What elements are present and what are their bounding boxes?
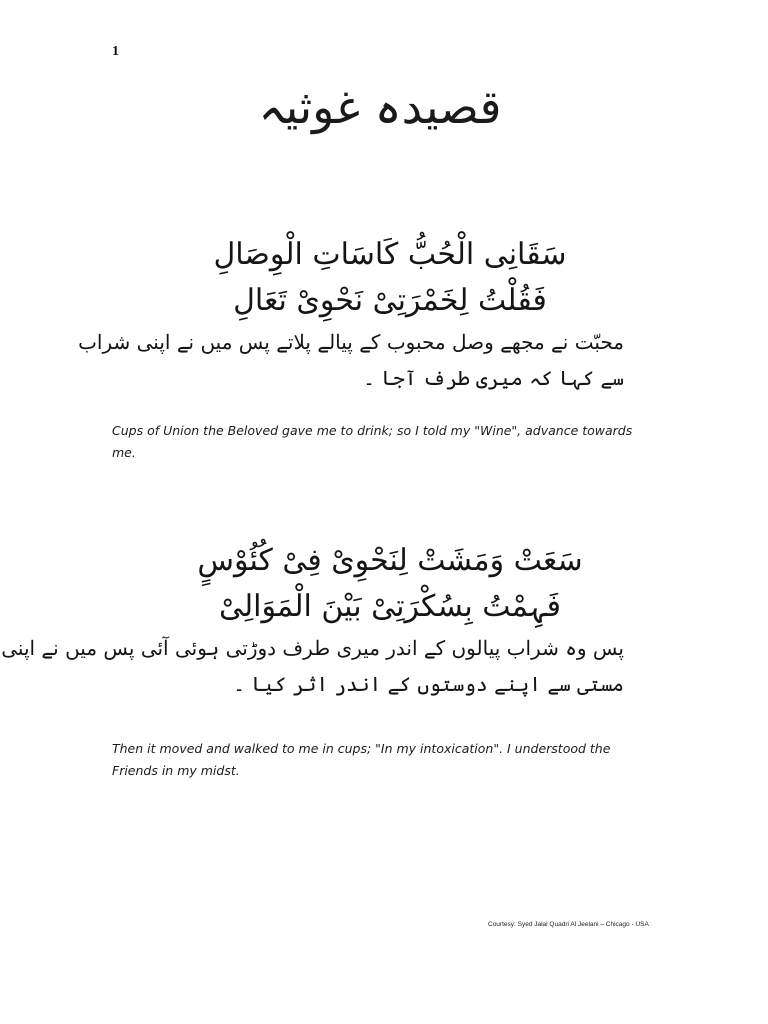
verse-2-arabic-line-2: فَہِمْتُ بِسُکْرَتِیْ بَیْنَ الْمَوَالِیْ bbox=[219, 589, 561, 624]
verse-1-arabic-line-2: فَقُلْتُ لِخَمْرَتِیْ نَحْوِیْ تَعَالِ bbox=[233, 283, 547, 318]
page-number: 1 bbox=[112, 44, 119, 59]
verse-2-scan bbox=[1, 538, 630, 702]
verse-2-translation: Then it moved and walked to me in cups; "In my intoxication". I understood the Friends in my midst. bbox=[112, 741, 611, 778]
verse-1-translation: Cups of Union the Beloved gave me to drink; so I told my "Wine", advance towards me. bbox=[112, 423, 633, 460]
verse-1-scan bbox=[78, 232, 630, 396]
verse-2-arabic-line-1: سَعَتْ وَمَشَتْ لِنَحْوِیْ فِیْ کُئُوْسٍ bbox=[197, 543, 583, 578]
verse-2-urdu-line-1: پس وہ شراب پیالوں کے اندر میری طرف دوڑتی ہوئی آئی پس میں نے اپنی bbox=[1, 636, 624, 660]
poem-title: قصیدہ غوثیہ bbox=[258, 80, 502, 134]
verse-1-urdu-line-2: سے کہا کہ میری طرف آجا ۔ bbox=[363, 366, 624, 390]
verse-2-urdu-line-2: مستی سے اپنے دوستوں کے اندر اثر کیا ۔ bbox=[233, 672, 624, 696]
verse-1-urdu-line-1: محبّت نے مجھے وصل محبوب کے پیالے پلاتے پس میں نے اپنی شراب bbox=[78, 330, 624, 354]
verse-1-arabic-line-1: سَقَانِی الْحُبُّ کَاسَاتِ الْوِصَالِ bbox=[213, 237, 567, 272]
courtesy-footer: Courtesy: Syed Jalal Quadri Al Jeelani – Chicago - USA bbox=[488, 921, 649, 928]
